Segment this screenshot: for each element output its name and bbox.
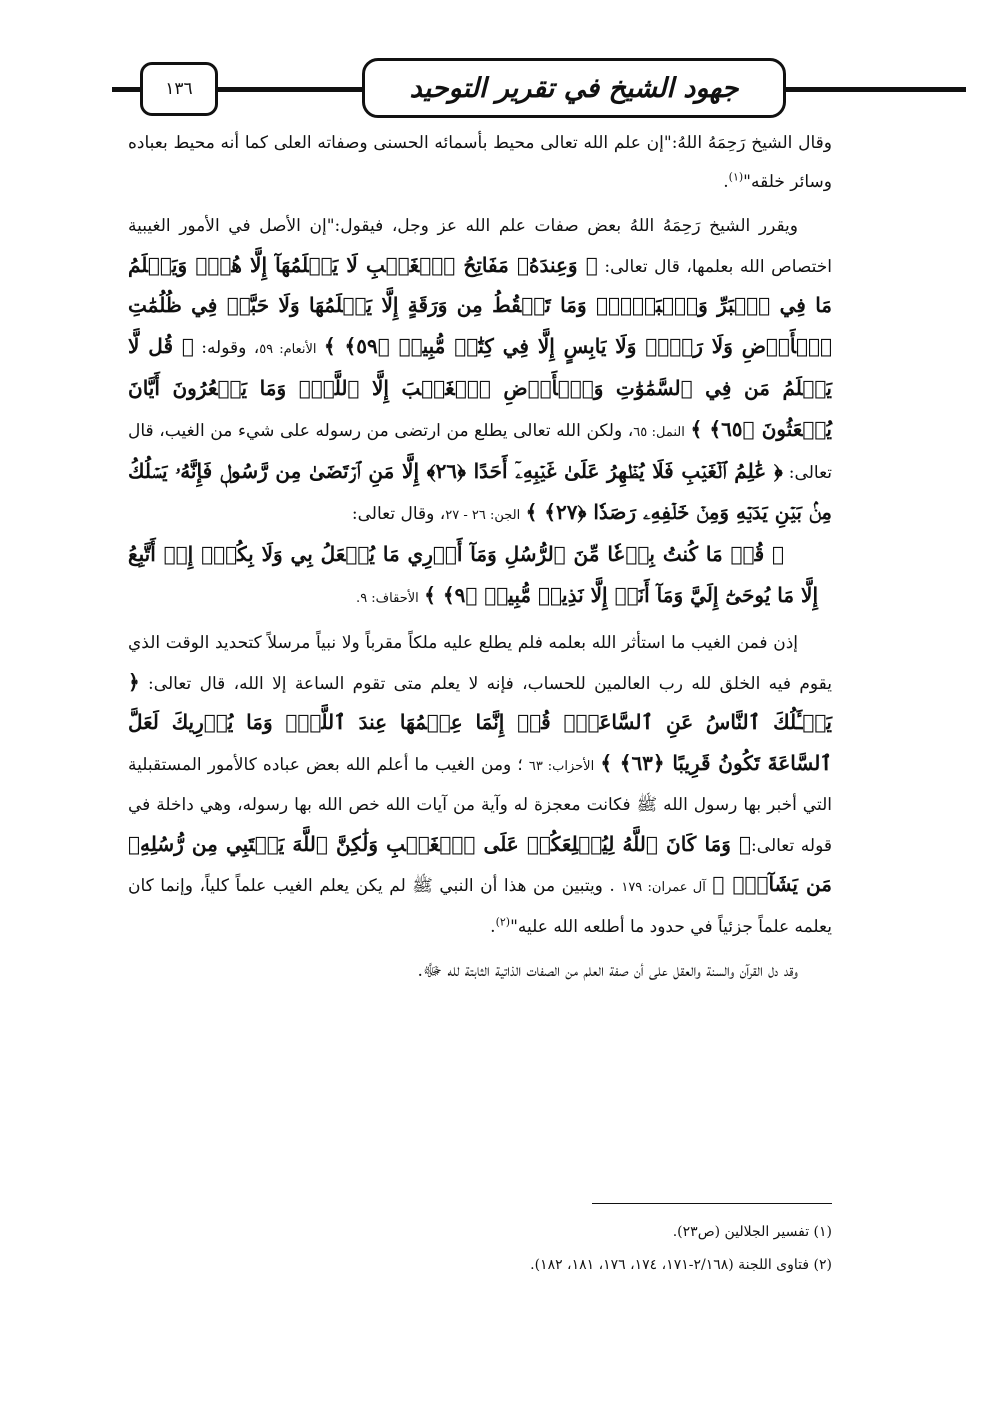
quran-verse-al-imran: ﴿ وَمَا كَانَ ٱللَّهُ لِيُطۡلِعَكُمۡ عَلَى ٱلۡغَيۡبِ وَلَٰكِنَّ ٱللَّهَ يَجۡتَبِي مِن رُّسُلِهِۦ مَن يَشَآءُۖ ﴾: [128, 831, 832, 896]
quran-verse-block: [128, 535, 832, 618]
paragraph-4: [128, 952, 832, 991]
paragraph-2-connector-1: ، وقوله:: [193, 337, 260, 358]
verse-reference-ahzab: الأحزاب: ٦٣: [528, 758, 595, 774]
verse-reference-ahqaf: الأحقاف: ٩.: [356, 590, 419, 606]
page-title: [362, 58, 786, 118]
paragraph-2-connector-2: ، ولكن الله تعالى يطلع من ارتضى من رسوله على شيء من الغيب، قال تعالى:: [128, 420, 833, 483]
quran-verse-naml: ﴿ قُل لَّا يَعۡلَمُ مَن فِي ٱلسَّمَٰوَٰتِ وَٱلۡأَرۡضِ ٱلۡغَيۡبَ إِلَّا ٱللَّهُۚ وَمَا يَشۡعُرُونَ أَيَّانَ يُبۡعَثُونَ ﴿٦٥﴾ ﴾: [128, 333, 832, 441]
footnote-ref-1: (١): [728, 169, 744, 183]
footnote-2: (٢) فتاوى اللجنة (٢/١٦٨-١٧١، ١٧٤، ١٧٦، ١٨١، ١٨٢).: [530, 1257, 832, 1273]
header-rule-right: [778, 87, 966, 92]
footnote-1: (١) تفسير الجلالين (ص٢٣).: [672, 1224, 832, 1240]
paragraph-1: [128, 124, 832, 201]
paragraph-2: [128, 207, 832, 618]
footnote-separator: [592, 1203, 832, 1204]
page-number-text: ١٣٦: [165, 79, 193, 99]
verse-reference-al-imran: آل عمران: ١٧٩: [621, 880, 706, 895]
paragraph-1-end: .: [723, 171, 729, 192]
verse-reference-naml: النمل: ٦٥: [633, 424, 685, 440]
paragraph-2-connector-3: ، وقال تعالى:: [351, 503, 446, 524]
paragraph-3-intro: إذن فمن الغيب ما استأثر الله بعلمه فلم يطلع عليه ملكاً مقرباً ولا نبياً مرسلاً كتحديد الوقت الذي يقوم فيه الخلق لله رب العالمين للحساب، فإنه لا يعلم متى تقوم الساعة إلا الله، قال تعالى:: [128, 633, 832, 694]
verse-reference-jinn: الجن: ٢٦ - ٢٧: [445, 507, 521, 523]
main-text: [128, 124, 832, 997]
paragraph-3-connector-2: . ويتبين من هذا أن النبي ﷺ لم يكن يعلم الغيب علماً كلياً، وإنما كان يعلمه علماً جزئياً في حدود ما أطلعه الله عليه": [128, 876, 832, 937]
quran-verse-ahqaf: ﴿ قُلۡ مَا كُنتُ بِدۡعٗا مِّنَ ٱلرُّسُلِ وَمَآ أَدۡرِي مَا يُفۡعَلُ بِي وَلَا بِكُمۡۖ إِنۡ أَتَّبِعُ إِلَّا مَا يُوحَىٰٓ إِلَيَّ وَمَآ أَنَا۠ إِلَّا نَذِيرٞ مُّبِينٞ ﴿٩﴾ ﴾: [128, 542, 818, 607]
paragraph-3-connector-1: ؛ ومن الغيب ما أعلم الله بعض عباده كالأمور المستقبلية التي أخبر بها رسول الله ﷺ فكانت معجزة له وآية من آيات الله خص الله بها رسوله، وهي داخلة في قوله تعالى:: [128, 754, 833, 856]
page-number: [140, 62, 218, 116]
page-title-text: جهود الشيخ في تقرير التوحيد: [409, 72, 739, 104]
paragraph-3-end: .: [490, 916, 496, 937]
paragraph-1-text: وقال الشيخ رَحِمَهُ اللهُ:"إن علم الله تعالى محيط بأسمائه الحسنى وصفاته العلى كما أنه محيط بعباده وسائر خلقه": [128, 133, 832, 192]
footnote-ref-2: (٢): [495, 914, 511, 928]
quran-verse-ahzab: ﴿ يَسۡـَٔلُكَ ٱلنَّاسُ عَنِ ٱلسَّاعَةِۖ قُلۡ إِنَّمَا عِلۡمُهَا عِندَ ٱللَّهِۚ وَمَا يُدۡرِيكَ لَعَلَّ ٱلسَّاعَةَ تَكُونُ قَرِيبًا ﴿٦٣﴾ ﴾: [128, 669, 832, 775]
paragraph-2-intro: ويقرر الشيخ رَحِمَهُ اللهُ بعض صفات علم الله عز وجل، فيقول:"إن الأصل في الأمور الغيبية اختصاص الله بعلمها، قال تعالى:: [128, 216, 833, 277]
paragraph-4-text: وقد دل القرآن والسنة والعقل على أن صفة العلم من الصفات الذاتية الثابتة لله ﷻ.: [417, 961, 798, 981]
footnotes: [300, 1216, 832, 1282]
verse-reference-anam: الأنعام: ٥٩: [259, 341, 317, 357]
paragraph-3: [128, 624, 832, 946]
quran-verse-jinn: ﴿ عَٰلِمُ ٱلۡغَيۡبِ فَلَا يُظۡهِرُ عَلَىٰ غَيۡبِهِۦٓ أَحَدًا ﴿٢٦﴾ إِلَّا مَنِ ٱرۡتَضَىٰ مِن رَّسُولٖ فَإِنَّهُۥ يَسۡلُكُ مِنۢ بَيۡنِ يَدَيۡهِ وَمِنۡ خَلۡفِهِۦ رَصَدٗا ﴿٢٧﴾ ﴾: [128, 459, 832, 524]
quran-verse-anam: ﴿ وَعِندَهُۥ مَفَاتِحُ ٱلۡغَيۡبِ لَا يَعۡلَمُهَآ إِلَّا هُوَۚ وَيَعۡلَمُ مَا فِي ٱلۡبَرِّ وَٱلۡبَحۡرِۚ وَمَا تَسۡقُطُ مِن وَرَقَةٍ إِلَّا يَعۡلَمُهَا وَلَا حَبَّةٖ فِي ظُلُمَٰتِ ٱلۡأَرۡضِ وَلَا رَطۡبٖ وَلَا يَابِسٍ إِلَّا فِي كِتَٰبٖ مُّبِينٖ ﴿٥٩﴾ ﴾: [128, 252, 833, 358]
